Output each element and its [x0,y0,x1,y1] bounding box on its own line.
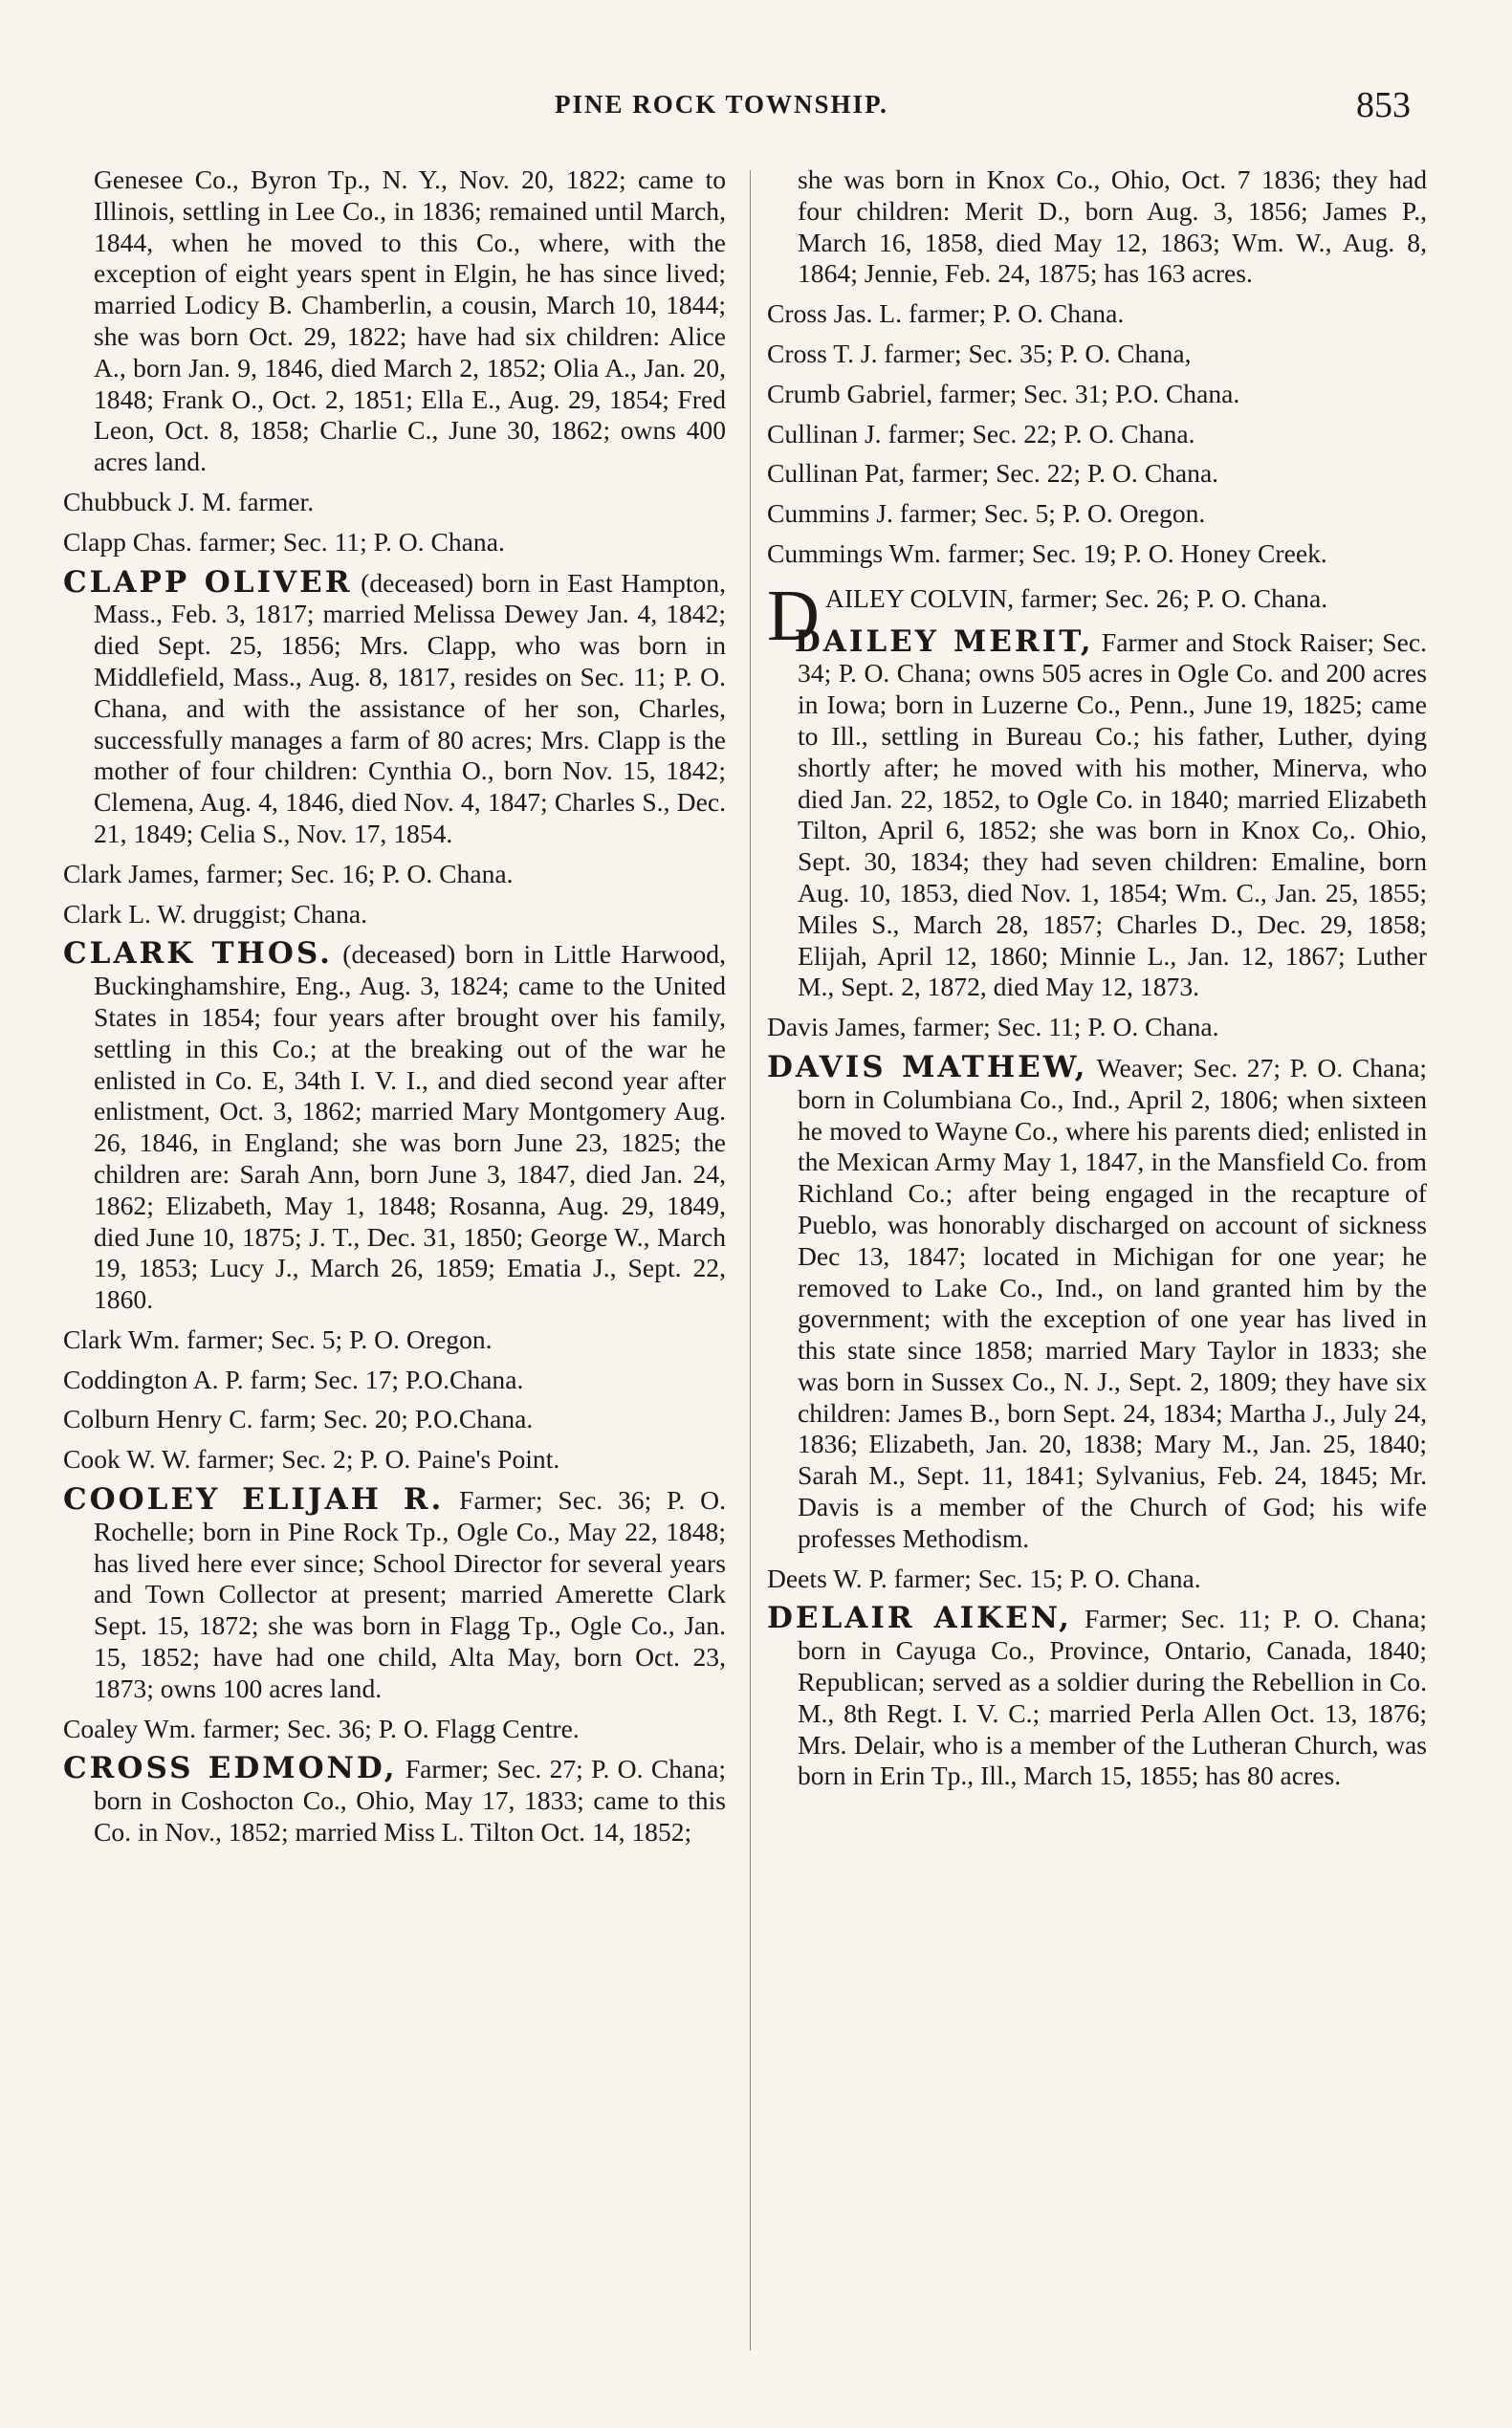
continued-entry [63,164,726,478]
page-number: 853 [1356,85,1411,125]
entry-text: AILEY COLVIN, farmer; Sec. 26; P. O. Chana. [824,582,1328,613]
directory-entry: Chubbuck J. M. farmer. [63,486,315,516]
entry-name: CROSS EDMOND, [63,1751,398,1786]
directory-entry: Coaley Wm. farmer; Sec. 36; P. O. Flagg Centre. [63,1713,580,1743]
left-column [63,164,726,1857]
biography-entry [63,1753,726,1848]
entry-name: CLARK THOS. [63,936,333,972]
directory-entry: Cullinan Pat, farmer; Sec. 22; P. O. Chana. [767,458,1219,489]
directory-entry: Clapp Chas. farmer; Sec. 11; P. O. Chana. [63,526,505,557]
entry-name: DELAIR AIKEN, [767,1601,1072,1636]
entry-text: she was born in Knox Co., Ohio, Oct. 7 1836; they had four children: Merit D., born Aug. 3, 1856; James P., March 16, 1858, died May 12, 1863; Wm. W., Aug. 8, 1864; Jennie, Feb. 24, 1875; has 163 acres. [798,164,1427,289]
entry-text: Genesee Co., Byron Tp., N. Y., Nov. 20, 1822; came to Illinois, settling in Lee Co., in 1836; remained until March, 1844, when he moved to this Co., where, with the exception of eight years spent in Elgin, he has since lived; married Lodicy B. Chamberlin, a cousin, March 10, 1844; she was born Oct. 29, 1822; have had six children: Alice A., born Jan. 9, 1846, died March 2, 1852; Olia A., Jan. 20, 1848; Frank O., Oct. 2, 1851; Ella E., Aug. 29, 1854; Fred Leon, Oct. 8, 1858; Charlie C., June 30, 1862; owns 400 acres land. [94,164,726,477]
entry-name: COOLEY ELIJAH R. [63,1482,445,1518]
right-column [767,164,1427,1801]
directory-entry: Cullinan J. farmer; Sec. 22; P. O. Chana. [767,418,1195,448]
biography-entry [767,623,1427,1004]
biography-entry [63,1484,726,1705]
directory-entry: Deets W. P. farmer; Sec. 15; P. O. Chana. [767,1563,1201,1593]
directory-entry: Crumb Gabriel, farmer; Sec. 31; P.O. Chana. [767,378,1240,408]
entry-text: Farmer; Sec. 11; P. O. Chana; born in Cayuga Co., Province, Ontario, Canada, 1840; Republican; served as a soldier during the Rebellion in Co. M., 8th Regt. I. V. C.; married Perla Allen Oct. 13, 1876; Mrs. Delair, who is a member of the Lutheran Church, was born in Erin Tp., Ill., March 15, 1855; has 80 acres. [798,1604,1427,1791]
entry-name: DAVIS MATHEW, [767,1049,1088,1084]
biography-entry [63,938,726,1316]
running-head: PINE ROCK TOWNSHIP. [555,90,888,119]
biography-entry [767,1049,1427,1555]
entry-text: (deceased) born in East Hampton, Mass., Feb. 3, 1817; married Melissa Dewey Jan. 4, 1842; died Sept. 25, 1856; Mrs. Clapp, who was born in Middlefield, Mass., Aug. 8, 1817, resides on Sec. 11; P. O. Chana, and with the assistance of her son, Charles, successfully manages a farm of 80 acres; Mrs. Clapp is the mother of four children: Cynthia O., born Nov. 15, 1842; Clemena, Aug. 4, 1846, died Nov. 4, 1847; Charles S., Dec. 21, 1849; Celia S., Nov. 17, 1854. [94,567,726,848]
continued-entry [767,164,1427,290]
biography-entry [767,1603,1427,1792]
directory-entry: Cummings Wm. farmer; Sec. 19; P. O. Honey Creek. [767,537,1327,568]
directory-entry: Cross Jas. L. farmer; P. O. Chana. [767,298,1125,329]
entry-text: (deceased) born in Little Harwood, Buckinghamshire, Eng., Aug. 3, 1824; came to the United States in 1854; four years after brought over his family, settling in this Co.; at the breaking out of the war he enlisted in Co. E, 34th I. V. I., and died second year after enlistment, Oct. 3, 1862; married Mary Montgomery Aug. 26, 1846, in England; she was born June 23, 1825; the children are: Sarah Ann, born June 3, 1847, died Jan. 24, 1862; Elizabeth, May 1, 1848; Rosanna, Aug. 29, 1849, died June 10, 1875; J. T., Dec. 31, 1850; George W., March 19, 1853; Lucy J., March 26, 1859; Ematia J., Sept. 22, 1860. [94,939,726,1315]
column-divider [750,170,751,2351]
entry-name: DAILEY MERIT, [794,623,1094,659]
page-header [0,84,1512,132]
directory-entry: Cross T. J. farmer; Sec. 35; P. O. Chana, [767,338,1192,368]
entry-text: Farmer; Sec. 36; P. O. Rochelle; born in Pine Rock Tp., Ogle Co., May 22, 1848; has lived here ever since; School Director for several years and Town Collector at present; married Amerette Clark Sept. 15, 1872; she was born in Flagg Tp., Ogle Co., Jan. 15, 1852; have had one child, Alta May, born Oct. 23, 1873; owns 100 acres land. [94,1485,726,1703]
directory-entry: Cummins J. farmer; Sec. 5; P. O. Oregon. [767,498,1206,529]
entry-text: Weaver; Sec. 27; P. O. Chana; born in Columbiana Co., Ind., April 2, 1806; when sixteen he moved to Wayne Co., where his parents died; enlisted in the Mexican Army May 1, 1847, in the Mansfield Co. from Richland Co.; after being engaged in the recapture of Pueblo, was honorably discharged on account of sickness Dec 13, 1847; located in Michigan for one year; he removed to Lake Co., Ind., on land granted him by the government; with the exception of one year has lived in this state since 1858; married Mary Taylor in 1833; she was born in Sussex Co., N. J., Sept. 2, 1809; they have six children: James B., born Sept. 24, 1834; Martha J., July 24, 1836; Elizabeth, Jan. 20, 1838; Mary M., Jan. 25, 1840; Sarah M., Sept. 11, 1841; Sylvanius, Feb. 24, 1845; Mr. Davis is a member of the Church of God; his wife professes Methodism. [798,1052,1427,1553]
directory-entry: Davis James, farmer; Sec. 11; P. O. Chana. [767,1012,1219,1042]
directory-entry: Clark Wm. farmer; Sec. 5; P. O. Oregon. [63,1323,493,1354]
directory-entry: Clark James, farmer; Sec. 16; P. O. Chana. [63,858,514,888]
biography-entry [63,564,726,850]
entry-text: Farmer; Sec. 27; P. O. Chana; born in Coshocton Co., Ohio, May 17, 1833; came to this Co. in Nov., 1852; married Miss L. Tilton Oct. 14, 1852; [94,1754,726,1848]
entry-name: CLAPP OLIVER [63,564,353,600]
directory-entry: Coddington A. P. farm; Sec. 17; P.O.Chana. [63,1364,524,1394]
directory-entry: Clark L. W. druggist; Chana. [63,898,368,929]
directory-entry: Cook W. W. farmer; Sec. 2; P. O. Paine's Point. [63,1444,560,1475]
directory-entry: Colburn Henry C. farm; Sec. 20; P.O.Chana. [63,1404,534,1434]
drop-cap: D [767,575,820,656]
entry-text: Farmer and Stock Raiser; Sec. 34; P. O. Chana; owns 505 acres in Ogle Co. and 200 acres in Iowa; born in Luzerne Co., Penn., June 19, 1825; came to Ill., settling in Bureau Co.; his father, Luther, dying shortly after; he moved with his mother, Minerva, who died Jan. 22, 1852, to Ogle Co. in 1840; married Elizabeth Tilton, April 6, 1852; she was born in Knox Co,. Ohio, Sept. 30, 1834; they had seven children: Emaline, born Aug. 10, 1853, died Nov. 1, 1854; Wm. C., Jan. 25, 1855; Miles S., March 28, 1857; Charles D., Dec. 29, 1858; Elijah, April 12, 1860; Minnie L., Jan. 12, 1867; Luther M., Sept. 2, 1872, died May 12, 1873. [798,626,1427,1002]
